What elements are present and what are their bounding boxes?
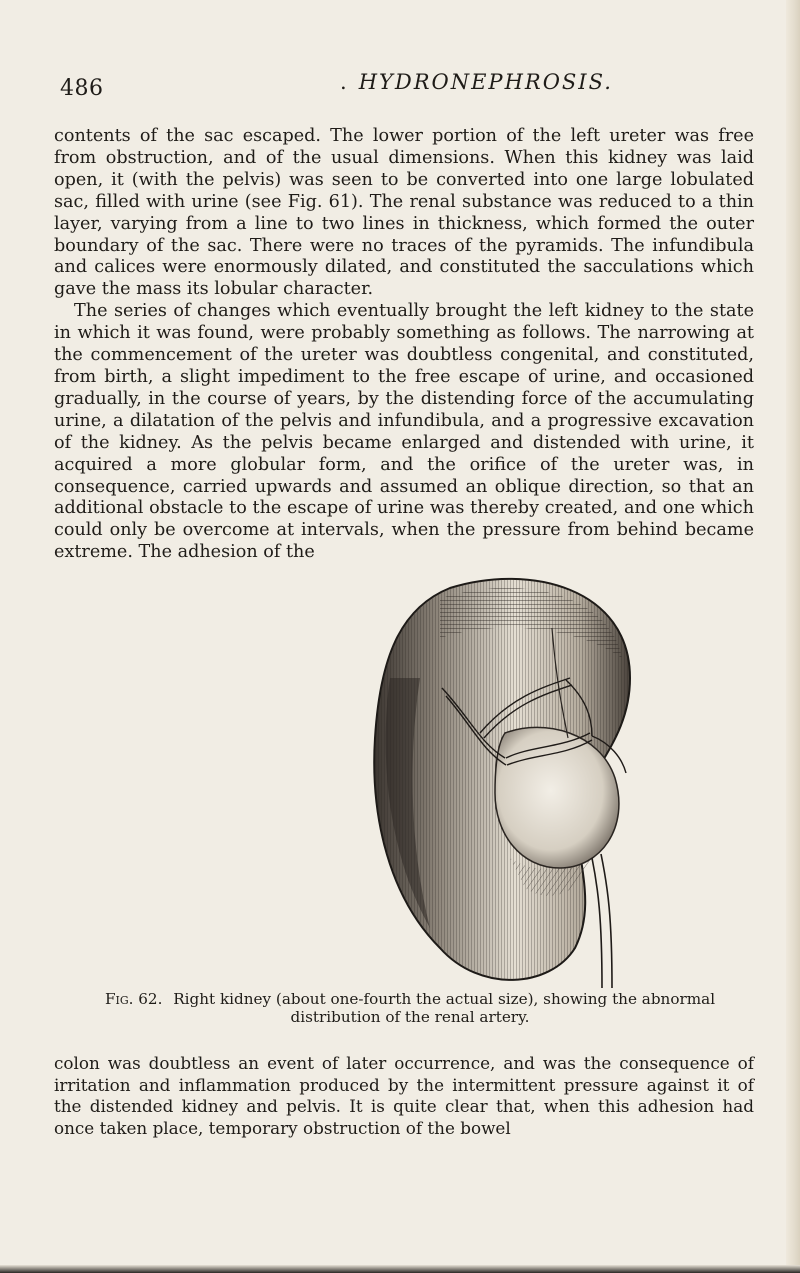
ureter (592, 854, 612, 988)
page-number: 486 (60, 76, 104, 101)
running-head: . HYDRONEPHROSIS. (340, 70, 613, 94)
figure-caption-text: Right kidney (about one-fourth the actual size), showing the abnormal distribution of the renal artery. (173, 990, 716, 1026)
page-edge (786, 0, 800, 1273)
kidney-engraving (330, 568, 690, 988)
figure-label: Fig. 62. (104, 990, 163, 1008)
lower-text (54, 1053, 754, 1139)
body-text (54, 126, 754, 564)
paragraph-3: colon was doubtless an event of later occurrence, and was the consequence of irritation and inflammation produced by the intermittent pressure against it of the distended kidney and pelvis. It is quite clear that, when this adhesion had once taken place, temporary obstruction of the bowel (54, 1053, 754, 1138)
page-header (60, 70, 760, 110)
figure-caption (90, 990, 730, 1026)
bottom-edge (0, 1265, 800, 1273)
running-head-text: HYDRONEPHROSIS. (358, 70, 613, 94)
paragraph-2: The series of changes which eventually brought the left kidney to the state in which it was found, were probably something as follows. The narrowing at the commencement of the ureter was doubtless congenital, and constituted, from birth, a slight impediment to the free escape of urine, and occasioned gradually, in the course of years, by the distending force of the accumulating urine, a dilatation of the pelvis and infundibula, and a progressive excavation of the kidney. As the pelvis became enlarged and distended with urine, it acquired a more globular form, and the orifice of the ureter was, in consequence, carried upwards and assumed an oblique direction, so that an additional obstacle to the escape of urine was thereby created, and one which could only be overcome at intervals, when the pressure from behind became extreme. The adhesion of the (54, 301, 754, 563)
kidney-illustration (330, 568, 690, 988)
paragraph-1: contents of the sac escaped. The lower portion of the left ureter was free from obstruction, and of the usual dimensions. When this kidney was laid open, it (with the pelvis) was seen to be converted into one large lobulated sac, filled with urine (see Fig. 61). The renal substance was reduced to a thin layer, varying from a line to two lines in thickness, which formed the outer boundary of the sac. There were no traces of the pyramids. The infundibula and calices were enormously dilated, and constituted the sacculations which gave the mass its lobular character. (54, 126, 754, 300)
